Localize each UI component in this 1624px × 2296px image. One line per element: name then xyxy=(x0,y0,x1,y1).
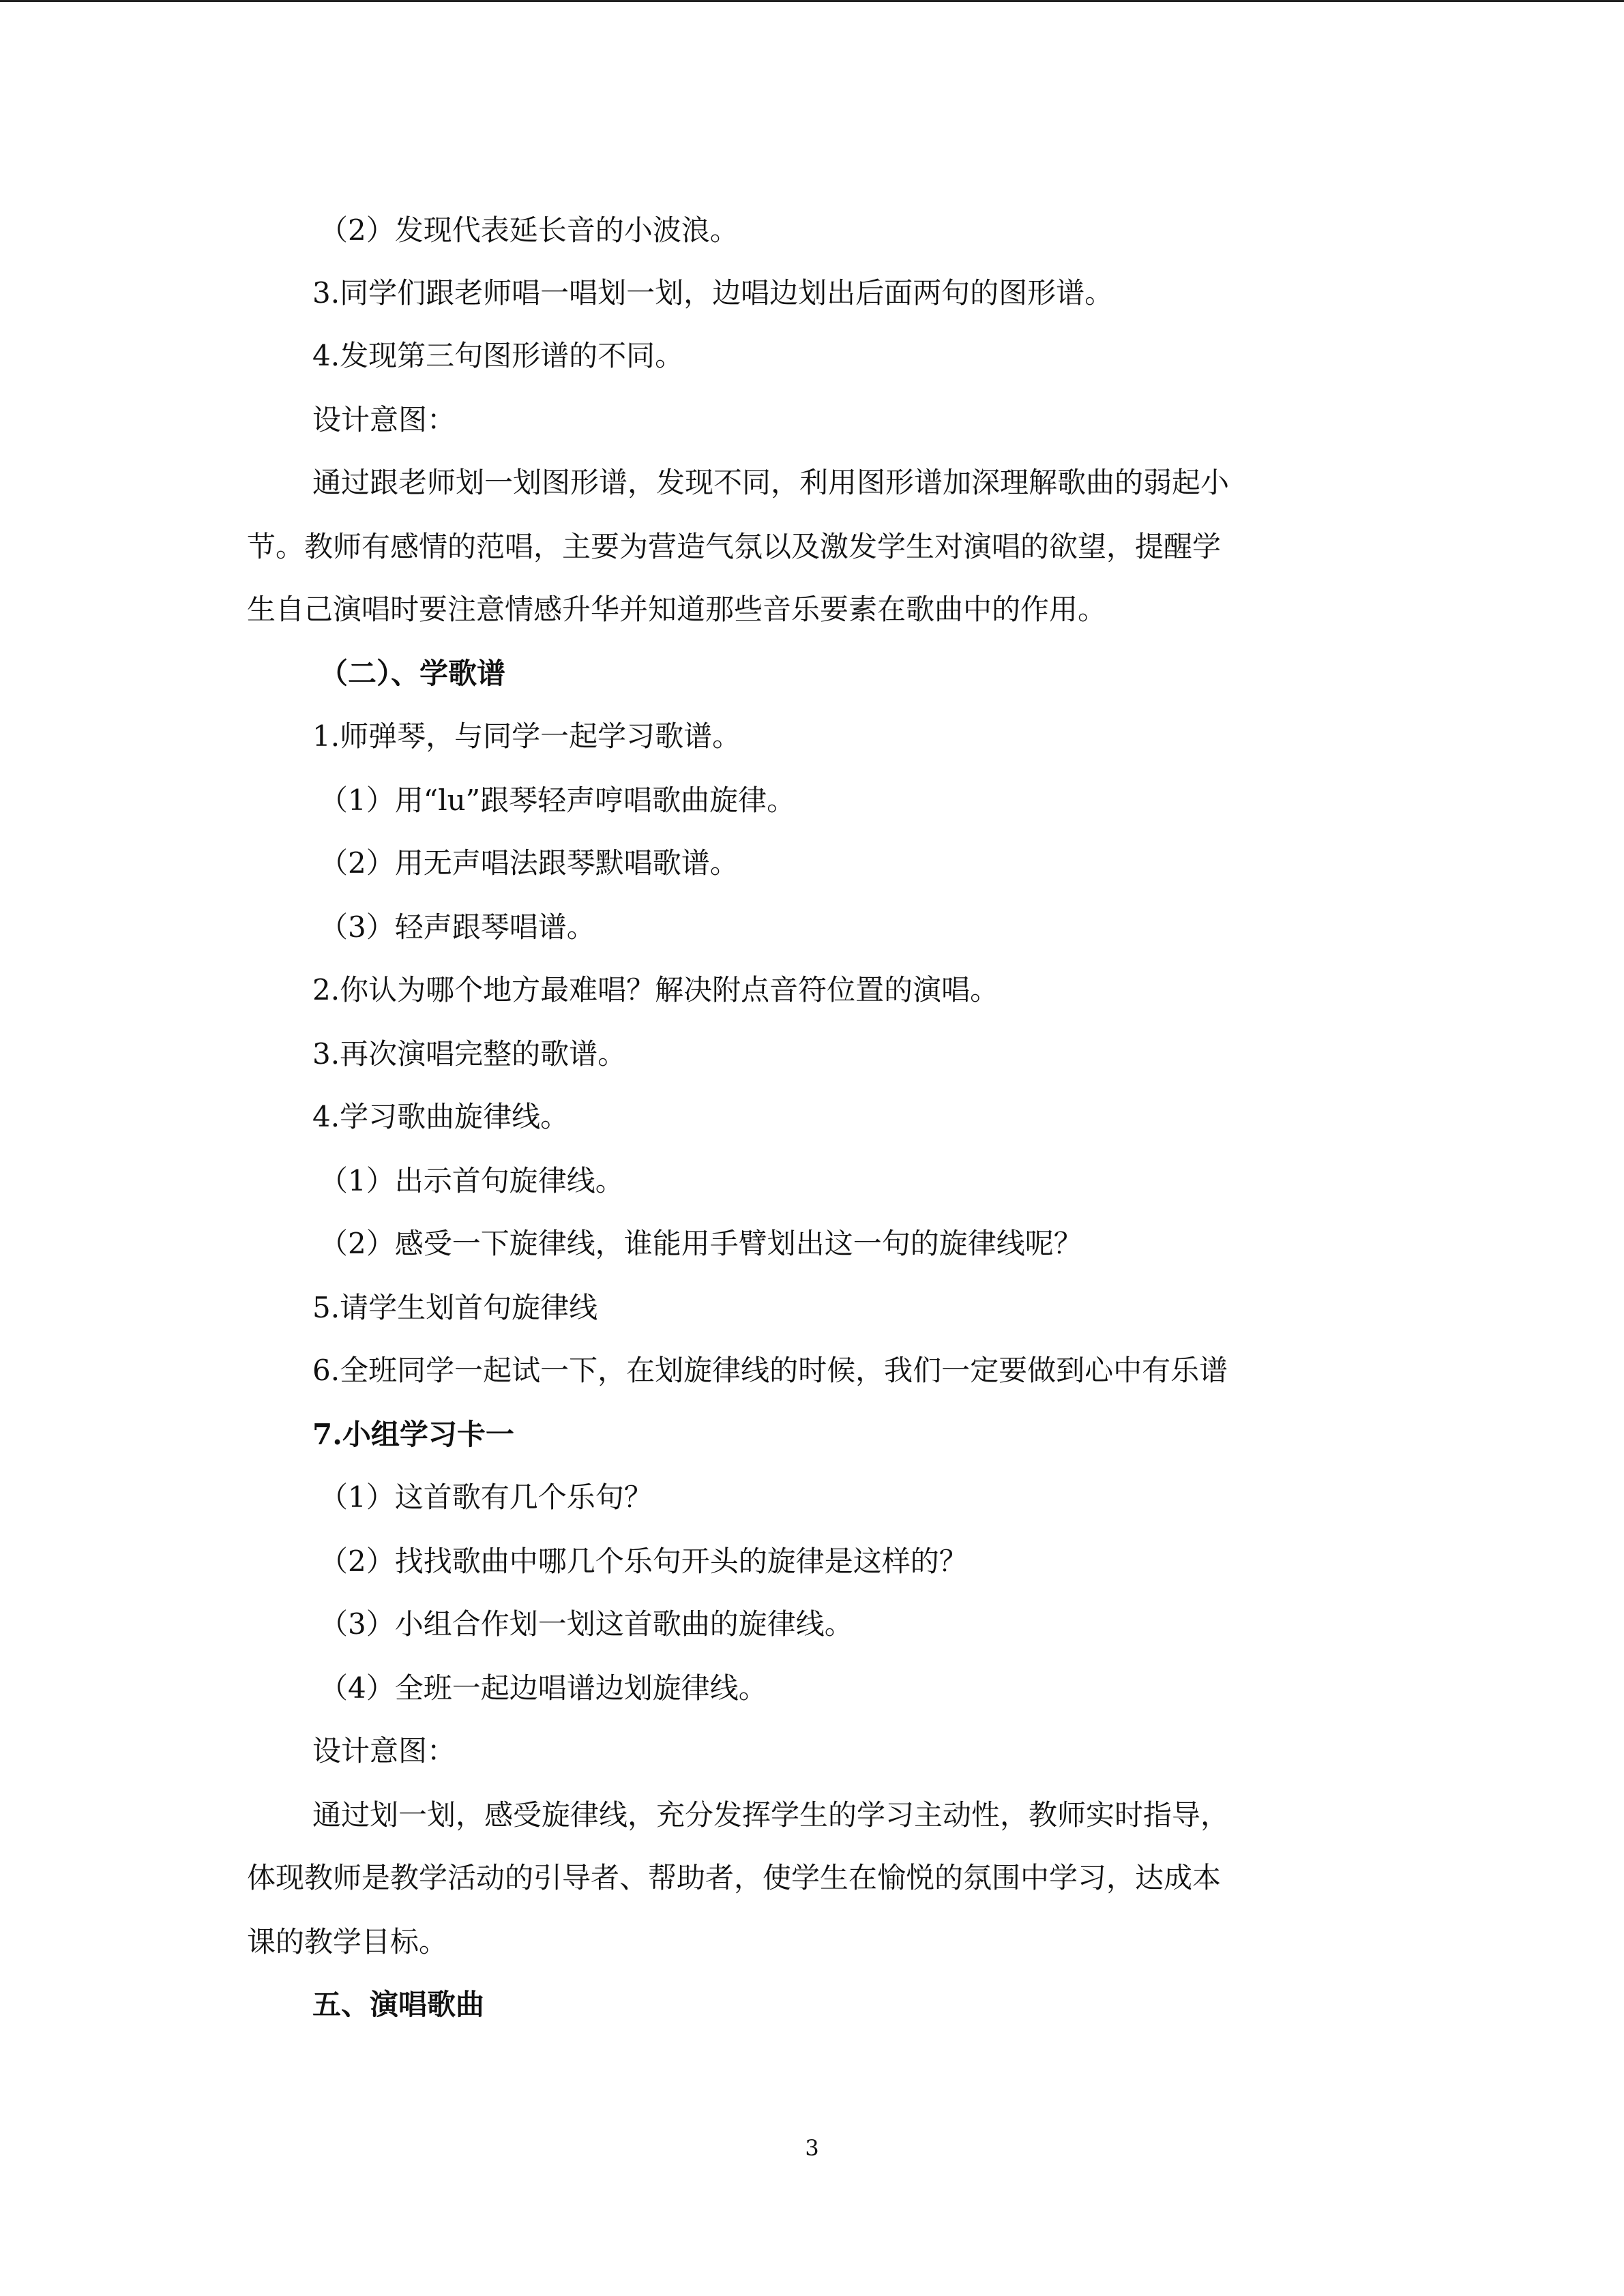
section-heading: 7.小组学习卡一 xyxy=(312,1418,514,1451)
text-line: 2.你认为哪个地方最难唱？解决附点音符位置的演唱。 xyxy=(312,973,999,1007)
paragraph-line: 通过跟老师划一划图形谱，发现不同，利用图形谱加深理解歌曲的弱起小 xyxy=(312,466,1230,499)
section-label: 设计意图： xyxy=(312,403,456,436)
text-line: （1）这首歌有几个乐句？ xyxy=(319,1480,653,1514)
text-line: （2）发现代表延长音的小波浪。 xyxy=(319,213,739,247)
text-line: 3.同学们跟老师唱一唱划一划，边唱边划出后面两句的图形谱。 xyxy=(312,276,1114,310)
paragraph-line: 生自己演唱时要注意情感升华并知道那些音乐要素在歌曲中的作用。 xyxy=(247,593,1107,626)
text-line: 4.学习歌曲旋律线。 xyxy=(312,1100,570,1133)
text-line: （2）用无声唱法跟琴默唱歌谱。 xyxy=(319,846,739,880)
text-line: 1.师弹琴，与同学一起学习歌谱。 xyxy=(312,719,741,753)
section-label: 设计意图： xyxy=(312,1734,456,1768)
paragraph-line: 课的教学目标。 xyxy=(247,1925,448,1958)
paragraph-line: 体现教师是教学活动的引导者、帮助者，使学生在愉悦的氛围中学习，达成本 xyxy=(247,1861,1222,1894)
paragraph-line: 通过划一划，感受旋律线，充分发挥学生的学习主动性，教师实时指导， xyxy=(312,1798,1230,1832)
section-heading: （二）、学歌谱 xyxy=(319,657,506,690)
section-heading: 五、演唱歌曲 xyxy=(312,1988,485,2021)
text-line: 4.发现第三句图形谱的不同。 xyxy=(312,339,684,372)
text-line: （2）感受一下旋律线，谁能用手臂划出这一句的旋律线呢？ xyxy=(319,1227,1082,1260)
paragraph-line: 节。教师有感情的范唱，主要为营造气氛以及激发学生对演唱的欲望，提醒学 xyxy=(247,530,1222,563)
text-line: （1）用“lu”跟琴轻声哼唱歌曲旋律。 xyxy=(319,784,796,817)
text-line: 6.全班同学一起试一下，在划旋律线的时候，我们一定要做到心中有乐谱 xyxy=(312,1354,1228,1387)
text-line: （1）出示首句旋律线。 xyxy=(319,1164,624,1197)
text-line: （4）全班一起边唱谱边划旋律线。 xyxy=(319,1671,767,1705)
page-number: 3 xyxy=(805,2135,819,2161)
text-line: 3.再次演唱完整的歌谱。 xyxy=(312,1037,627,1071)
text-line: （2）找找歌曲中哪几个乐句开头的旋律是这样的？ xyxy=(319,1545,968,1578)
text-line: （3）小组合作划一划这首歌曲的旋律线。 xyxy=(319,1607,853,1641)
text-line: 5.请学生划首句旋律线 xyxy=(312,1291,598,1324)
text-line: （3）轻声跟琴唱谱。 xyxy=(319,910,595,944)
